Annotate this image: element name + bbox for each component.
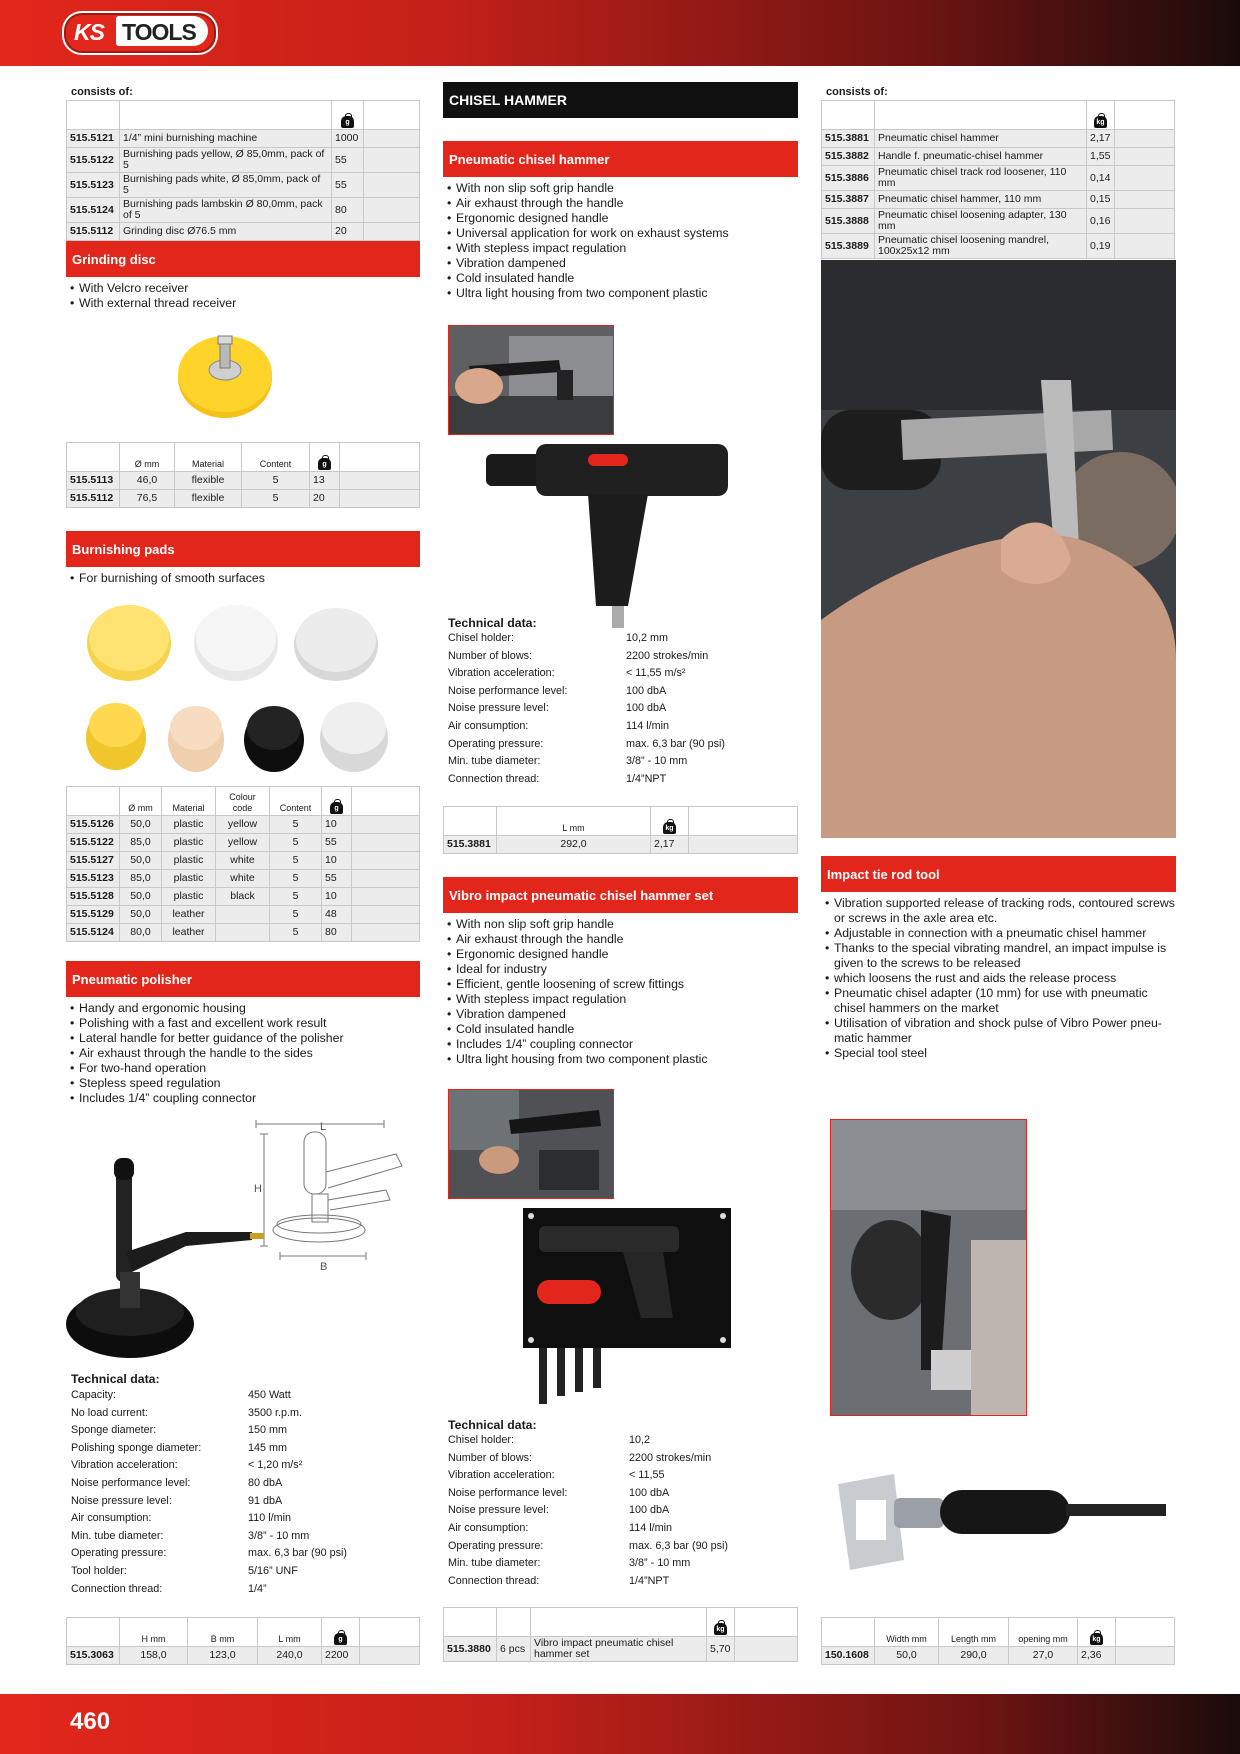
- table-row: [67, 198, 420, 223]
- tech-label: Noise pressure level:: [448, 1504, 549, 1517]
- table-cell: 1000: [332, 130, 364, 148]
- table-cell: 80: [332, 198, 364, 223]
- tech-label: Min. tube diameter:: [448, 1557, 541, 1570]
- table-row: [67, 834, 420, 852]
- table-row: [822, 209, 1175, 234]
- article-number: 515.5122: [67, 834, 120, 852]
- table-row: [67, 130, 420, 148]
- bullet-item: • Efficient, gentle loosening of screw fittings: [447, 977, 797, 992]
- article-number: 515.5128: [67, 888, 120, 906]
- bullet-item: • Ideal for industry: [447, 962, 797, 977]
- article-number: 515.5124: [67, 198, 120, 223]
- tech-value: 3500 r.p.m.: [248, 1406, 303, 1419]
- bullet-item: • With non slip soft grip handle: [447, 917, 797, 932]
- tech-label: Air consumption:: [71, 1512, 152, 1525]
- table-cell: 55: [322, 834, 352, 852]
- bullet-item: • Universal application for work on exhaust systems: [447, 226, 797, 241]
- tech-value: < 11,55 m/s²: [626, 667, 686, 680]
- table-cell: 2,17: [651, 836, 689, 854]
- bullet-item: • Ultra light housing from two component plastic: [447, 286, 797, 301]
- tech-label: Vibration acceleration:: [71, 1459, 178, 1472]
- table-cell: 20: [332, 223, 364, 241]
- table-cell: Burnishing pads lambskin Ø 80,0mm, pack of 5: [120, 198, 332, 223]
- table-row: [822, 130, 1175, 148]
- table-cell: Vibro impact pneumatic chisel hammer set: [531, 1637, 707, 1662]
- table-cell: white: [216, 852, 270, 870]
- pneumatic-chisel-hammer-image: [478, 436, 756, 634]
- table-cell: 5: [270, 924, 322, 942]
- table-cell: [216, 906, 270, 924]
- tech-value: max. 6,3 bar (90 psi): [629, 1539, 729, 1552]
- table-cell: 5: [270, 888, 322, 906]
- table-row: [444, 836, 798, 854]
- table-cell: plastic: [162, 870, 216, 888]
- burnishing-pads-image: [84, 600, 390, 782]
- table-cell: 292,0: [497, 836, 651, 854]
- vibro-tech-values: [629, 1432, 799, 1590]
- table-cell: 50,0: [120, 816, 162, 834]
- table-cell: 5: [242, 490, 310, 508]
- table-cell: 10: [322, 816, 352, 834]
- table-cell: 85,0: [120, 834, 162, 852]
- weight-g-icon: g: [334, 1633, 347, 1645]
- tech-value: 145 mm: [248, 1441, 288, 1454]
- bullet-item: • Ultra light housing from two component plastic: [447, 1052, 797, 1067]
- article-number: 515.5122: [67, 148, 120, 173]
- table-cell: Handle f. pneumatic-chisel hammer: [875, 148, 1087, 166]
- drawing-label-h: H: [254, 1183, 262, 1195]
- tie-rod-usage-photo: [821, 260, 1176, 838]
- table-row: [822, 166, 1175, 191]
- bullet-item: • Special tool steel: [825, 1046, 1175, 1061]
- tech-value: 1/4”NPT: [629, 1574, 670, 1587]
- vibro-technical-data-title: Technical data:: [448, 1418, 537, 1432]
- table-cell: 1,55: [1087, 148, 1115, 166]
- impact-tie-rod-order-table: Width mm Length mm opening mm kg 150.1608 50,0 290,0 27,0 2,36: [821, 1617, 1175, 1665]
- table-cell: plastic: [162, 816, 216, 834]
- bullet-item: • Ergonomic designed handle: [447, 211, 797, 226]
- tech-value: 150 mm: [248, 1424, 288, 1437]
- table-cell: 5: [270, 870, 322, 888]
- tech-label: Noise performance level:: [71, 1476, 191, 1489]
- table-cell: 5: [270, 906, 322, 924]
- table-row: [67, 852, 420, 870]
- table-cell: 2,17: [1087, 130, 1115, 148]
- pneumatic-polisher-image: [66, 1112, 420, 1362]
- table-cell: 240,0: [258, 1647, 322, 1665]
- table-cell: 55: [322, 870, 352, 888]
- tech-label: Operating pressure:: [448, 737, 544, 750]
- impact-tie-rod-band: Impact tie rod tool: [821, 856, 1176, 892]
- consists-of-label-2: consists of:: [826, 86, 888, 98]
- tech-value: 100 dbA: [626, 684, 667, 697]
- table-cell: 123,0: [188, 1647, 258, 1665]
- pneumatic-chisel-hammer-bullets: [447, 181, 797, 301]
- tech-value: 10,2 mm: [626, 632, 669, 644]
- bullet-item: • Air exhaust through the handle: [447, 932, 797, 947]
- tech-value: 91 dbA: [248, 1494, 283, 1507]
- article-number: 515.5121: [67, 130, 120, 148]
- tech-label: Air consumption:: [448, 1521, 529, 1534]
- tech-label: Air consumption:: [448, 719, 529, 732]
- table-cell: 48: [322, 906, 352, 924]
- bullet-item: • Vibration dampened: [447, 256, 797, 271]
- table-row: [67, 490, 420, 508]
- table-cell: 50,0: [120, 906, 162, 924]
- bullet-item: • Vibration dampened: [447, 1007, 797, 1022]
- grinding-disc-table: Ø mm Material Content g 515.5113 46,0 flexible 5 13 515.5112 76,5 flexible 5 20: [66, 442, 420, 508]
- impact-tie-rod-bullets: [825, 896, 1175, 1061]
- weight-kg-icon: kg: [1094, 116, 1107, 128]
- bullet-item: • Cold insulated handle: [447, 1022, 797, 1037]
- article-number: 515.5127: [67, 852, 120, 870]
- tech-value: 1/4”NPT: [626, 772, 667, 785]
- bullet-item: • which loosens the rust and aids the release process: [825, 971, 1175, 986]
- page-footer: [0, 1694, 1240, 1754]
- article-number: 150.1608: [822, 1647, 875, 1665]
- grinding-disc-band: Grinding disc: [66, 241, 420, 277]
- table-cell: Pneumatic chisel loosening mandrel, 100x25x12 mm: [875, 234, 1087, 259]
- table-row: [822, 191, 1175, 209]
- grinding-disc-image: [176, 322, 274, 428]
- tech-value: 100 dbA: [629, 1486, 670, 1499]
- table-cell: Grinding disc Ø76.5 mm: [120, 223, 332, 241]
- table-cell: yellow: [216, 834, 270, 852]
- table-cell: Pneumatic chisel track rod loosener, 110 mm: [875, 166, 1087, 191]
- bullet-item: • For burnishing of smooth surfaces: [70, 571, 410, 586]
- vibro-set-band: Vibro impact pneumatic chisel hammer set: [443, 877, 798, 913]
- tech-label: Tool holder:: [71, 1564, 127, 1577]
- article-number: 515.3063: [67, 1647, 120, 1665]
- table-cell: 2,36: [1078, 1647, 1116, 1665]
- tie-rod-vehicle-photo: [830, 1119, 1027, 1416]
- vibro-usage-photo: [448, 1089, 614, 1199]
- table-cell: Pneumatic chisel hammer, 110 mm: [875, 191, 1087, 209]
- bullet-item: • With Velcro receiver: [70, 281, 410, 296]
- article-number: 515.5123: [67, 870, 120, 888]
- bullet-item: • Lateral handle for better guidance of the polisher: [70, 1031, 420, 1046]
- vibro-tech-labels: [448, 1432, 618, 1590]
- table-row: [822, 1647, 1175, 1665]
- article-number: 515.3889: [822, 234, 875, 259]
- bullet-item: • Stepless speed regulation: [70, 1076, 420, 1091]
- bullet-item: • Thanks to the special vibrating mandrel, an impact impulse is given to the screws to be released: [825, 941, 1175, 971]
- article-number: 515.3886: [822, 166, 875, 191]
- tech-value: 100 dbA: [626, 702, 667, 715]
- tech-value: 1/4”: [248, 1582, 267, 1595]
- tech-label: Number of blows:: [448, 1451, 533, 1464]
- table-cell: 1/4” mini burnishing machine: [120, 130, 332, 148]
- table-row: [67, 223, 420, 241]
- table-cell: black: [216, 888, 270, 906]
- table-cell: white: [216, 870, 270, 888]
- bullet-item: • With stepless impact regulation: [447, 241, 797, 256]
- bullet-item: • Vibration supported release of tracking rods, contoured screws or screws in the axle area etc.: [825, 896, 1175, 926]
- weight-kg-icon: kg: [663, 822, 676, 834]
- tech-value: 3/8” - 10 mm: [629, 1557, 691, 1570]
- chisel-set-contents-table: [821, 100, 1175, 259]
- article-number: 515.3888: [822, 209, 875, 234]
- burnishing-pads-table: Ø mm Material Colour code Content g 515.5126 50,0 plastic yellow 5 10 515.5122 85,0 plastic yellow 5 55 515.5127 50,0 plastic white 5 10 515.5123 85,0 plastic white 5 55 515.5128 50,0 plastic black 5 10 515.5129 50,0 leather 5 48 515.5124 80,0 leather 5 80: [66, 786, 420, 942]
- table-cell: [216, 924, 270, 942]
- bullet-item: • Handy and ergonomic housing: [70, 1001, 420, 1016]
- tech-value: 10,2: [629, 1434, 651, 1446]
- article-number: 515.3880: [444, 1637, 497, 1662]
- table-cell: 27,0: [1009, 1647, 1078, 1665]
- tech-label: Number of blows:: [448, 649, 533, 662]
- table-cell: 55: [332, 173, 364, 198]
- burnishing-pads-bullets: [70, 571, 410, 586]
- tech-label: Connection thread:: [448, 1574, 540, 1587]
- tech-label: Operating pressure:: [71, 1547, 167, 1560]
- tech-label: Connection thread:: [71, 1582, 163, 1595]
- table-cell: 20: [310, 490, 340, 508]
- ks-tools-logo: KS TOOLS: [62, 11, 218, 55]
- tech-value: 3/8” - 10 mm: [248, 1529, 310, 1542]
- article-number: 515.5123: [67, 173, 120, 198]
- bullet-item: • Includes 1/4” coupling connector: [70, 1091, 420, 1106]
- bullet-item: • Air exhaust through the handle: [447, 196, 797, 211]
- table-cell: leather: [162, 906, 216, 924]
- tech-label: Connection thread:: [448, 772, 540, 785]
- tech-label: Min. tube diameter:: [71, 1529, 164, 1542]
- table-row: [67, 1647, 420, 1665]
- table-cell: 158,0: [120, 1647, 188, 1665]
- article-number: 515.3881: [822, 130, 875, 148]
- article-number: 515.5124: [67, 924, 120, 942]
- tech-label: Noise performance level:: [448, 684, 568, 697]
- bullet-item: • Utilisation of vibration and shock pulse of Vibro Power pneu-matic hammer: [825, 1016, 1175, 1046]
- burnishing-pads-band: Burnishing pads: [66, 531, 420, 567]
- tech-label: Vibration acceleration:: [448, 667, 555, 680]
- drawing-label-l: L: [320, 1121, 327, 1133]
- table-cell: 80,0: [120, 924, 162, 942]
- article-number: 515.3887: [822, 191, 875, 209]
- table-cell: leather: [162, 924, 216, 942]
- table-cell: 46,0: [120, 472, 175, 490]
- tech-label: Vibration acceleration:: [448, 1469, 555, 1482]
- bullet-item: • With external thread receiver: [70, 296, 410, 311]
- tech-value: < 11,55: [629, 1469, 665, 1482]
- bullet-item: • For two-hand operation: [70, 1061, 420, 1076]
- table-row: [67, 816, 420, 834]
- table-cell: 85,0: [120, 870, 162, 888]
- table-row: [67, 472, 420, 490]
- table-cell: 76,5: [120, 490, 175, 508]
- tech-value: 3/8” - 10 mm: [626, 755, 688, 768]
- table-cell: 55: [332, 148, 364, 173]
- table-cell: 0,15: [1087, 191, 1115, 209]
- chisel-hammer-title: CHISEL HAMMER: [443, 82, 798, 118]
- table-cell: 10: [322, 852, 352, 870]
- table-cell: 5: [270, 816, 322, 834]
- chisel-hammer-usage-photo: [448, 325, 614, 435]
- table-cell: Burnishing pads yellow, Ø 85,0mm, pack of 5: [120, 148, 332, 173]
- polisher-order-table: H mm B mm L mm g 515.3063 158,0 123,0 240,0 2200: [66, 1617, 420, 1665]
- table-cell: 0,19: [1087, 234, 1115, 259]
- pneumatic-polisher-band: Pneumatic polisher: [66, 961, 420, 997]
- table-cell: plastic: [162, 834, 216, 852]
- tech-label: Noise pressure level:: [71, 1494, 172, 1507]
- tech-label: Noise performance level:: [448, 1486, 568, 1499]
- table-cell: 10: [322, 888, 352, 906]
- table-cell: plastic: [162, 888, 216, 906]
- weight-kg-icon: kg: [1090, 1633, 1103, 1645]
- table-cell: plastic: [162, 852, 216, 870]
- table-cell: 5: [270, 834, 322, 852]
- table-row: [67, 924, 420, 942]
- table-cell: 0,16: [1087, 209, 1115, 234]
- vibro-set-order-table: [443, 1607, 798, 1662]
- tech-label: Operating pressure:: [448, 1539, 544, 1552]
- weight-g-icon: g: [318, 458, 331, 470]
- tech-value: 2200 strokes/min: [626, 649, 709, 662]
- bullet-item: • With stepless impact regulation: [447, 992, 797, 1007]
- article-number: 515.5112: [67, 223, 120, 241]
- table-cell: 290,0: [939, 1647, 1009, 1665]
- burnishing-set-contents-table: [66, 100, 420, 241]
- article-number: 515.5112: [67, 490, 120, 508]
- table-cell: Pneumatic chisel hammer: [875, 130, 1087, 148]
- table-cell: 50,0: [120, 852, 162, 870]
- tech-value: 100 dbA: [629, 1504, 670, 1517]
- polisher-tech-labels: [71, 1387, 241, 1598]
- bullet-item: • Air exhaust through the handle to the sides: [70, 1046, 420, 1061]
- tech-value: 114 l/min: [626, 719, 670, 732]
- article-number: 515.5126: [67, 816, 120, 834]
- drawing-label-b: B: [320, 1261, 328, 1273]
- weight-kg-icon: kg: [714, 1623, 727, 1635]
- bullet-item: • Pneumatic chisel adapter (10 mm) for use with pneumatic chisel hammers on the market: [825, 986, 1175, 1016]
- tech-label: Polishing sponge diameter:: [71, 1441, 202, 1454]
- tech-value: 5/16” UNF: [248, 1564, 298, 1577]
- tech-label: Chisel holder:: [448, 1434, 515, 1446]
- tech-value: 110 l/min: [248, 1512, 292, 1525]
- tech-value: 80 dbA: [248, 1476, 283, 1489]
- table-cell: 5,70: [707, 1637, 735, 1662]
- table-row: [67, 888, 420, 906]
- article-number: 515.5129: [67, 906, 120, 924]
- table-cell: 5: [242, 472, 310, 490]
- tech-label: No load current:: [71, 1406, 148, 1419]
- vibro-set-bullets: [447, 917, 797, 1067]
- table-row: [67, 173, 420, 198]
- table-cell: 6 pcs: [497, 1637, 531, 1662]
- weight-g-icon: g: [330, 802, 343, 814]
- table-row: [67, 148, 420, 173]
- table-cell: flexible: [175, 490, 242, 508]
- table-cell: 5: [270, 852, 322, 870]
- chisel-hammer-order-table: L mm kg 515.3881 292,0 2,17: [443, 806, 798, 854]
- hammer-tech-values: [626, 630, 796, 788]
- pneumatic-polisher-bullets: [70, 1001, 420, 1106]
- tech-value: max. 6,3 bar (90 psi): [248, 1547, 348, 1560]
- table-cell: 50,0: [120, 888, 162, 906]
- table-cell: yellow: [216, 816, 270, 834]
- bullet-item: • Includes 1/4” coupling connector: [447, 1037, 797, 1052]
- table-cell: Pneumatic chisel loosening adapter, 130 mm: [875, 209, 1087, 234]
- table-cell: flexible: [175, 472, 242, 490]
- table-row: [444, 1637, 798, 1662]
- pneumatic-chisel-hammer-band: Pneumatic chisel hammer: [443, 141, 798, 177]
- bullet-item: • Ergonomic designed handle: [447, 947, 797, 962]
- tech-value: 450 Watt: [248, 1389, 291, 1401]
- table-cell: 50,0: [875, 1647, 939, 1665]
- table-row: [67, 870, 420, 888]
- tech-value: 114 l/min: [629, 1521, 673, 1534]
- article-number: 515.5113: [67, 472, 120, 490]
- tech-label: Min. tube diameter:: [448, 755, 541, 768]
- table-cell: 2200: [322, 1647, 360, 1665]
- tech-label: Capacity:: [71, 1389, 117, 1401]
- tech-label: Sponge diameter:: [71, 1424, 157, 1437]
- tech-value: 2200 strokes/min: [629, 1451, 712, 1464]
- tech-label: Noise pressure level:: [448, 702, 549, 715]
- table-cell: Burnishing pads white, Ø 85,0mm, pack of 5: [120, 173, 332, 198]
- tech-value: < 1,20 m/s²: [248, 1459, 303, 1472]
- article-number: 515.3882: [822, 148, 875, 166]
- table-row: [822, 148, 1175, 166]
- tech-value: max. 6,3 bar (90 psi): [626, 737, 726, 750]
- polisher-tech-values: [248, 1387, 418, 1598]
- impact-tie-rod-tool-image: [834, 1460, 1170, 1580]
- hammer-tech-labels: [448, 630, 618, 788]
- hammer-technical-data-title: Technical data:: [448, 616, 537, 630]
- table-cell: 13: [310, 472, 340, 490]
- tech-label: Chisel holder:: [448, 632, 515, 644]
- bullet-item: • Adjustable in connection with a pneumatic chisel hammer: [825, 926, 1175, 941]
- consists-of-label: consists of:: [71, 86, 133, 98]
- table-cell: 80: [322, 924, 352, 942]
- polisher-technical-data-title: Technical data:: [71, 1372, 160, 1386]
- bullet-item: • With non slip soft grip handle: [447, 181, 797, 196]
- vibro-set-image: [523, 1208, 731, 1408]
- table-cell: 0,14: [1087, 166, 1115, 191]
- bullet-item: • Polishing with a fast and excellent work result: [70, 1016, 420, 1031]
- grinding-disc-bullets: [70, 281, 410, 311]
- table-row: [822, 234, 1175, 259]
- article-number: 515.3881: [444, 836, 497, 854]
- bullet-item: • Cold insulated handle: [447, 271, 797, 286]
- table-row: [67, 906, 420, 924]
- weight-g-icon: g: [341, 116, 354, 128]
- page-number: 460: [70, 1708, 111, 1735]
